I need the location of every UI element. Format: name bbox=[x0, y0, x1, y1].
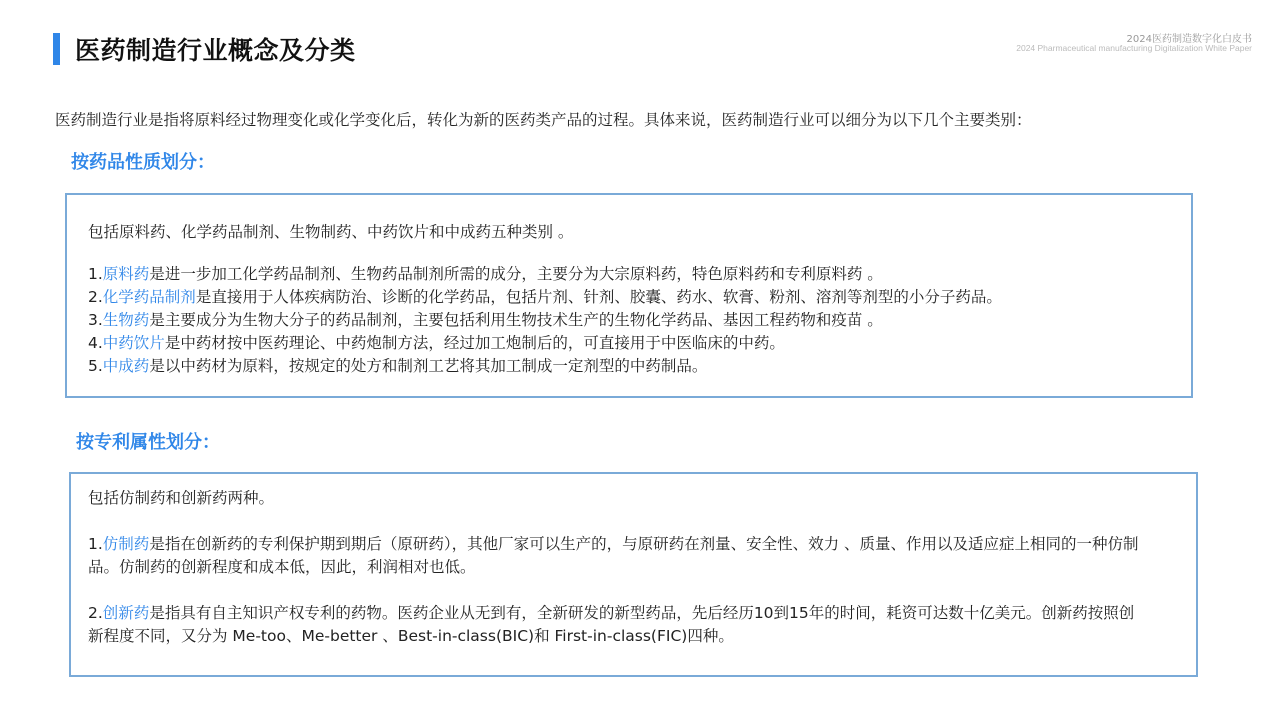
report-title: 2024医药制造数字化白皮书 bbox=[1126, 34, 1252, 45]
list-item: 4.中药饮片是中药材按中医药理论、中药炮制方法，经过加工炮制后的，可直接用于中医临床的中药。 bbox=[88, 334, 785, 352]
intro-paragraph: 医药制造行业是指将原料经过物理变化或化学变化后，转化为新的医药类产品的过程。具体来说，医药制造行业可以细分为以下几个主要类别： bbox=[55, 111, 1032, 129]
list-item: 1.仿制药是指在创新药的专利保护期到期后（原研药），其他厂家可以生产的，与原研药在剂量、安全性、效力 、质量、作用以及适应症上相同的一种仿制品。仿制药的创新程度和成本低，因此，利润相对也低。 bbox=[88, 535, 1139, 576]
term-innovative-drug: 创新药 bbox=[102, 604, 150, 622]
patent-box bbox=[69, 472, 1198, 677]
drug-nature-lead: 包括原料药、化学药品制剂、生物制药、中药饮片和中成药五种类别 。 bbox=[88, 223, 574, 241]
page-title: 医药制造行业概念及分类 bbox=[75, 36, 356, 65]
term-decoction-pieces: 中药饮片 bbox=[102, 334, 165, 352]
drug-nature-box bbox=[65, 193, 1193, 398]
list-item: 2.化学药品制剂是直接用于人体疾病防治、诊断的化学药品，包括片剂、针剂、胶囊、药水、软膏、粉剂、溶剂等剂型的小分子药品。 bbox=[88, 288, 1002, 306]
term-generic-drug: 仿制药 bbox=[102, 535, 150, 553]
section-heading-drug-nature: 按药品性质划分： bbox=[71, 152, 215, 173]
title-accent-bar bbox=[53, 33, 60, 65]
patent-lead: 包括仿制药和创新药两种。 bbox=[88, 489, 275, 507]
list-item: 2.创新药是指具有自主知识产权专利的药物。医药企业从无到有，全新研发的新型药品，先后经历10到15年的时间，耗资可达数十亿美元。创新药按照创新程度不同，又分为 Me-too、Me-better 、Best-in-class(BIC)和 First-in-class(FIC)四种。 bbox=[88, 604, 1135, 645]
term-biologic: 生物药 bbox=[102, 311, 150, 329]
list-item: 1.原料药是进一步加工化学药品制剂、生物药品制剂所需的成分，主要分为大宗原料药，特色原料药和专利原料药 。 bbox=[88, 265, 883, 283]
term-proprietary-chinese-medicine: 中成药 bbox=[102, 357, 150, 375]
term-chemical-preparation: 化学药品制剂 bbox=[102, 288, 196, 306]
list-item: 5.中成药是以中药材为原料，按规定的处方和制剂工艺将其加工制成一定剂型的中药制品。 bbox=[88, 357, 708, 375]
term-raw-material: 原料药 bbox=[102, 265, 150, 283]
list-item: 3.生物药是主要成分为生物大分子的药品制剂，主要包括利用生物技术生产的生物化学药品、基因工程药物和疫苗 。 bbox=[88, 311, 883, 329]
section-heading-patent: 按专利属性划分： bbox=[76, 432, 220, 453]
report-subtitle: 2024 Pharmaceutical manufacturing Digitalization White Paper bbox=[1016, 43, 1252, 53]
